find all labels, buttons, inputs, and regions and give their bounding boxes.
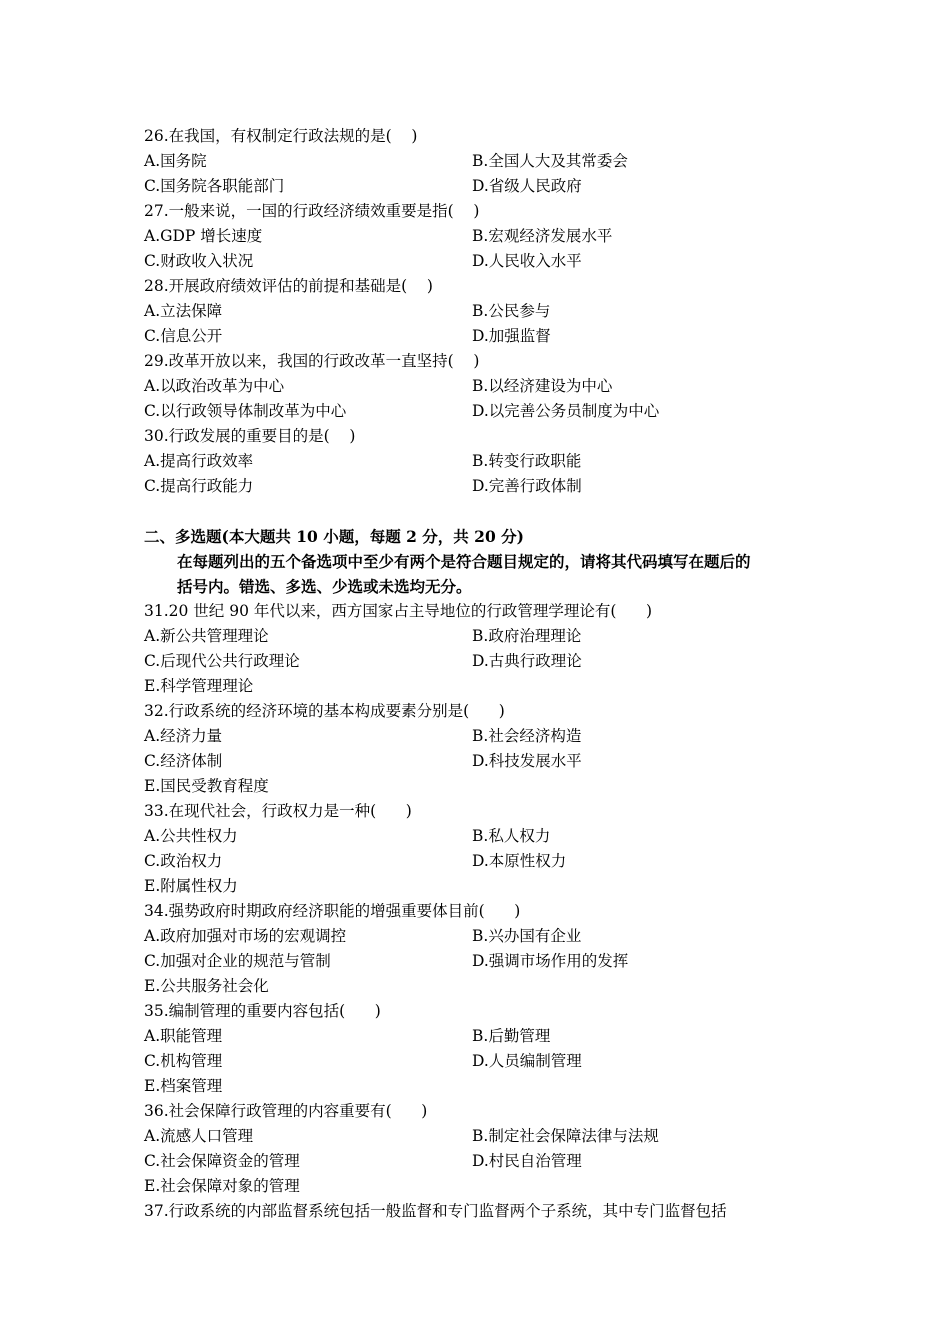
question-34-option-c: C.加强对企业的规范与管制 bbox=[144, 952, 331, 970]
question-26-option-d: D.省级人民政府 bbox=[472, 177, 582, 195]
section-2-instruction-line-1: 在每题列出的五个备选项中至少有两个是符合题目规定的，请将其代码填写在题后的 bbox=[177, 552, 751, 571]
question-27-option-c: C.财政收入状况 bbox=[144, 252, 254, 270]
question-33-option-d: D.本原性权力 bbox=[472, 852, 567, 870]
question-35-option-d: D.人员编制管理 bbox=[472, 1052, 582, 1070]
question-31-option-b: B.政府治理理论 bbox=[472, 627, 582, 645]
question-30-option-a: A.提高行政效率 bbox=[144, 452, 254, 470]
question-30-option-d: D.完善行政体制 bbox=[472, 477, 582, 495]
question-28-option-a: A.立法保障 bbox=[144, 302, 223, 320]
question-27-options-ab bbox=[144, 224, 824, 249]
question-29-option-b: B.以经济建设为中心 bbox=[472, 377, 613, 395]
question-29-option-a: A.以政治改革为中心 bbox=[144, 377, 285, 395]
question-34-options-ab bbox=[144, 924, 824, 949]
question-34-option-b: B.兴办国有企业 bbox=[472, 927, 582, 945]
question-34-option-e: E.公共服务社会化 bbox=[144, 977, 269, 995]
question-26-options-cd bbox=[144, 174, 824, 199]
question-27-options-cd bbox=[144, 249, 824, 274]
question-35-option-e: E.档案管理 bbox=[144, 1077, 223, 1095]
question-35-options-ab bbox=[144, 1024, 824, 1049]
question-36-option-e: E.社会保障对象的管理 bbox=[144, 1177, 300, 1195]
question-26-option-a: A.国务院 bbox=[144, 152, 207, 170]
question-33-options-cd bbox=[144, 849, 824, 874]
question-32-option-d: D.科技发展水平 bbox=[472, 752, 582, 770]
question-31-options-ab bbox=[144, 624, 824, 649]
question-34-stem: 34.强势政府时期政府经济职能的增强重要体目前( ) bbox=[144, 902, 521, 920]
section-2-title: 二、多选题(本大题共 10 小题，每题 2 分，共 20 分) bbox=[144, 527, 524, 546]
question-35-option-b: B.后勤管理 bbox=[472, 1027, 551, 1045]
question-32-option-c: C.经济体制 bbox=[144, 752, 223, 770]
question-36-stem: 36.社会保障行政管理的内容重要有( ) bbox=[144, 1102, 428, 1120]
question-27-option-a: A.GDP 增长速度 bbox=[144, 227, 263, 245]
question-36-option-b: B.制定社会保障法律与法规 bbox=[472, 1127, 659, 1145]
question-33-stem: 33.在现代社会，行政权力是一种( ) bbox=[144, 802, 412, 820]
question-29-options-ab bbox=[144, 374, 824, 399]
question-26-options-ab bbox=[144, 149, 824, 174]
question-31-option-d: D.古典行政理论 bbox=[472, 652, 582, 670]
question-26-option-c: C.国务院各职能部门 bbox=[144, 177, 285, 195]
question-28-options-ab bbox=[144, 299, 824, 324]
question-29-option-c: C.以行政领导体制改革为中心 bbox=[144, 402, 347, 420]
question-36-options-cd bbox=[144, 1149, 824, 1174]
question-35-stem: 35.编制管理的重要内容包括( ) bbox=[144, 1002, 381, 1020]
question-31-option-c: C.后现代公共行政理论 bbox=[144, 652, 300, 670]
question-29-option-d: D.以完善公务员制度为中心 bbox=[472, 402, 660, 420]
question-27-option-d: D.人民收入水平 bbox=[472, 252, 582, 270]
question-34-option-a: A.政府加强对市场的宏观调控 bbox=[144, 927, 347, 945]
question-31-stem: 31.20 世纪 90 年代以来，西方国家占主导地位的行政管理学理论有( ) bbox=[144, 602, 653, 620]
question-32-stem: 32.行政系统的经济环境的基本构成要素分别是( ) bbox=[144, 702, 505, 720]
question-27-stem: 27.一般来说，一国的行政经济绩效重要是指( ) bbox=[144, 202, 480, 220]
question-34-option-d: D.强调市场作用的发挥 bbox=[472, 952, 629, 970]
question-33-options-ab bbox=[144, 824, 824, 849]
question-36-option-c: C.社会保障资金的管理 bbox=[144, 1152, 300, 1170]
question-30-option-b: B.转变行政职能 bbox=[472, 452, 582, 470]
question-36-option-d: D.村民自治管理 bbox=[472, 1152, 582, 1170]
question-33-option-b: B.私人权力 bbox=[472, 827, 551, 845]
question-27-option-b: B.宏观经济发展水平 bbox=[472, 227, 613, 245]
question-30-options-ab bbox=[144, 449, 824, 474]
question-30-stem: 30.行政发展的重要目的是( ) bbox=[144, 427, 356, 445]
question-28-stem: 28.开展政府绩效评估的前提和基础是( ) bbox=[144, 277, 433, 295]
question-36-option-a: A.流感人口管理 bbox=[144, 1127, 254, 1145]
question-26-stem: 26.在我国，有权制定行政法规的是( ) bbox=[144, 127, 418, 145]
question-30-option-c: C.提高行政能力 bbox=[144, 477, 254, 495]
question-32-options-cd bbox=[144, 749, 824, 774]
question-35-options-cd bbox=[144, 1049, 824, 1074]
question-28-option-d: D.加强监督 bbox=[472, 327, 551, 345]
question-32-option-e: E.国民受教育程度 bbox=[144, 777, 269, 795]
question-32-option-b: B.社会经济构造 bbox=[472, 727, 582, 745]
question-33-option-a: A.公共性权力 bbox=[144, 827, 238, 845]
question-31-option-e: E.科学管理理论 bbox=[144, 677, 254, 695]
question-26-option-b: B.全国人大及其常委会 bbox=[472, 152, 628, 170]
question-31-options-cd bbox=[144, 649, 824, 674]
question-35-option-a: A.职能管理 bbox=[144, 1027, 223, 1045]
question-37-stem: 37.行政系统的内部监督系统包括一般监督和专门监督两个子系统，其中专门监督包括 bbox=[144, 1202, 727, 1220]
question-28-option-b: B.公民参与 bbox=[472, 302, 551, 320]
question-34-options-cd bbox=[144, 949, 824, 974]
exam-content bbox=[144, 124, 824, 1224]
section-2-instruction-line-2: 括号内。错选、多选、少选或未选均无分。 bbox=[177, 577, 472, 596]
question-28-options-cd bbox=[144, 324, 824, 349]
question-33-option-e: E.附属性权力 bbox=[144, 877, 238, 895]
question-33-option-c: C.政治权力 bbox=[144, 852, 223, 870]
question-36-options-ab bbox=[144, 1124, 824, 1149]
question-28-option-c: C.信息公开 bbox=[144, 327, 223, 345]
question-31-option-a: A.新公共管理理论 bbox=[144, 627, 269, 645]
question-35-option-c: C.机构管理 bbox=[144, 1052, 223, 1070]
question-30-options-cd bbox=[144, 474, 824, 499]
question-32-options-ab bbox=[144, 724, 824, 749]
section-spacer bbox=[144, 499, 824, 524]
question-32-option-a: A.经济力量 bbox=[144, 727, 223, 745]
question-29-options-cd bbox=[144, 399, 824, 424]
question-29-stem: 29.改革开放以来，我国的行政改革一直坚持( ) bbox=[144, 352, 480, 370]
